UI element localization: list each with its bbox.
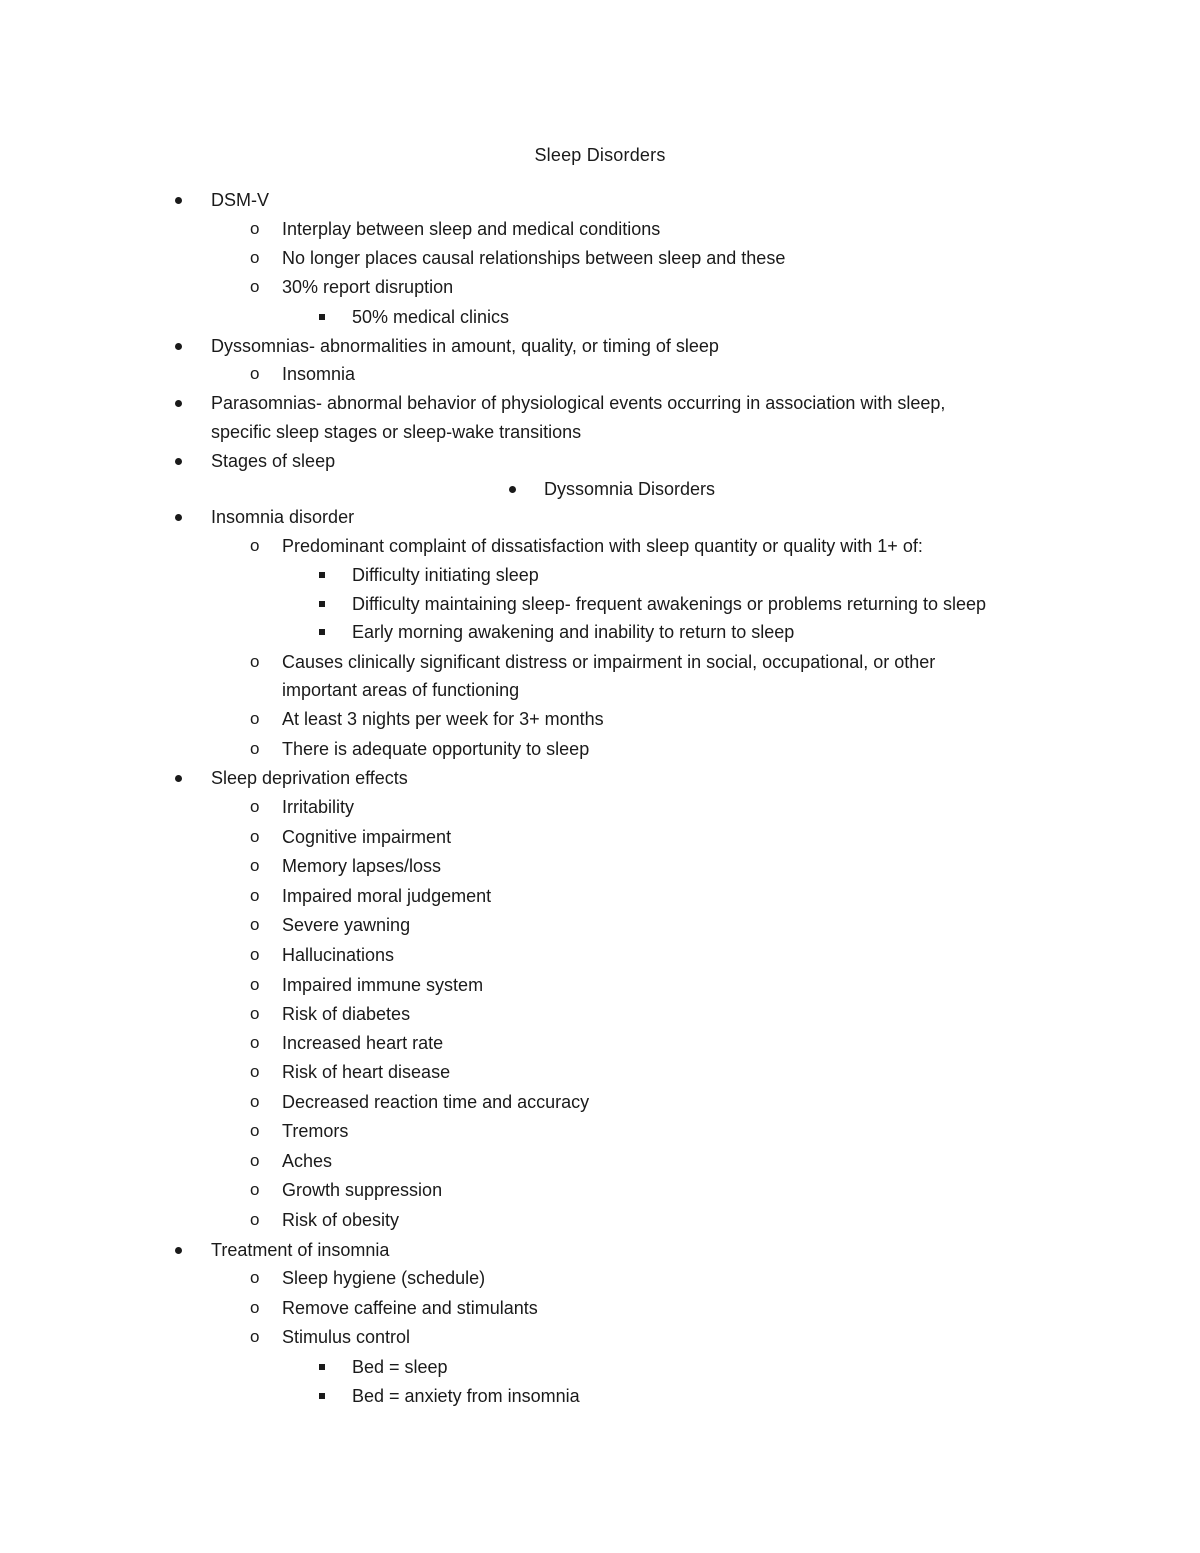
list-item: Aches	[282, 1151, 333, 1171]
hollow-bullet-icon: o	[250, 1121, 260, 1140]
square-bullet-icon	[319, 314, 325, 320]
hollow-bullet-icon: o	[250, 975, 260, 994]
square-bullet-icon	[319, 1364, 325, 1370]
page-title: Sleep Disorders	[534, 145, 666, 165]
hollow-bullet-icon: o	[250, 219, 260, 238]
square-bullet-icon	[319, 629, 325, 635]
list-item: Decreased reaction time and accuracy	[282, 1092, 590, 1112]
list-item: 30% report disruption	[282, 277, 454, 297]
list-item: 50% medical clinics	[352, 307, 510, 327]
list-item: DSM-V	[211, 190, 269, 210]
list-item: Insomnia	[282, 364, 356, 384]
list-item: Difficulty initiating sleep	[352, 565, 539, 585]
list-item: Tremors	[282, 1121, 349, 1141]
hollow-bullet-icon: o	[250, 364, 260, 383]
hollow-bullet-icon: o	[250, 739, 260, 758]
hollow-bullet-icon: o	[250, 1033, 260, 1052]
list-item: No longer places causal relationships between sleep and these	[282, 248, 786, 268]
list-item: Growth suppression	[282, 1180, 443, 1200]
list-item: Irritability	[282, 797, 355, 817]
bullet-icon	[175, 458, 182, 465]
hollow-bullet-icon: o	[250, 248, 260, 267]
list-item: At least 3 nights per week for 3+ months	[282, 709, 604, 729]
list-item: Bed = anxiety from insomnia	[352, 1386, 580, 1406]
list-item: specific sleep stages or sleep-wake transitions	[211, 422, 582, 442]
hollow-bullet-icon: o	[250, 1268, 260, 1287]
list-item: Insomnia disorder	[211, 507, 355, 527]
list-item: Treatment of insomnia	[211, 1240, 390, 1260]
bullet-icon	[509, 486, 516, 493]
list-item: Risk of diabetes	[282, 1004, 411, 1024]
list-item: Causes clinically significant distress or impairment in social, occupational, or other	[282, 652, 936, 672]
list-item: Bed = sleep	[352, 1357, 448, 1377]
list-item: Increased heart rate	[282, 1033, 444, 1053]
list-item: Severe yawning	[282, 915, 411, 935]
hollow-bullet-icon: o	[250, 1327, 260, 1346]
hollow-bullet-icon: o	[250, 1092, 260, 1111]
list-item: Predominant complaint of dissatisfaction with sleep quantity or quality with 1+ of:	[282, 536, 923, 556]
bullet-icon	[175, 400, 182, 407]
hollow-bullet-icon: o	[250, 277, 260, 296]
square-bullet-icon	[319, 572, 325, 578]
list-item: Early morning awakening and inability to return to sleep	[352, 622, 795, 642]
hollow-bullet-icon: o	[250, 797, 260, 816]
hollow-bullet-icon: o	[250, 1210, 260, 1229]
list-item: Impaired moral judgement	[282, 886, 492, 906]
hollow-bullet-icon: o	[250, 886, 260, 905]
hollow-bullet-icon: o	[250, 945, 260, 964]
hollow-bullet-icon: o	[250, 915, 260, 934]
list-item: Remove caffeine and stimulants	[282, 1298, 538, 1318]
list-item: Cognitive impairment	[282, 827, 452, 847]
bullet-icon	[175, 514, 182, 521]
hollow-bullet-icon: o	[250, 1004, 260, 1023]
list-item: Interplay between sleep and medical conditions	[282, 219, 661, 239]
hollow-bullet-icon: o	[250, 1298, 260, 1317]
hollow-bullet-icon: o	[250, 856, 260, 875]
list-item: Hallucinations	[282, 945, 395, 965]
list-item: Dyssomnias- abnormalities in amount, quality, or timing of sleep	[211, 336, 719, 356]
list-item: Risk of heart disease	[282, 1062, 451, 1082]
hollow-bullet-icon: o	[250, 652, 260, 671]
list-item: Difficulty maintaining sleep- frequent awakenings or problems returning to sleep	[352, 594, 987, 614]
hollow-bullet-icon: o	[250, 536, 260, 555]
bullet-icon	[175, 197, 182, 204]
list-item: Stimulus control	[282, 1327, 411, 1347]
bullet-icon	[175, 343, 182, 350]
list-item: Risk of obesity	[282, 1210, 400, 1230]
square-bullet-icon	[319, 1393, 325, 1399]
hollow-bullet-icon: o	[250, 1151, 260, 1170]
list-item: Impaired immune system	[282, 975, 484, 995]
list-item: Dyssomnia Disorders	[544, 479, 716, 499]
list-item: Parasomnias- abnormal behavior of physiological events occurring in association with sleep,	[211, 393, 946, 413]
list-item: Sleep deprivation effects	[211, 768, 408, 788]
list-item: There is adequate opportunity to sleep	[282, 739, 590, 759]
hollow-bullet-icon: o	[250, 827, 260, 846]
hollow-bullet-icon: o	[250, 709, 260, 728]
hollow-bullet-icon: o	[250, 1180, 260, 1199]
list-item: important areas of functioning	[282, 680, 520, 700]
hollow-bullet-icon: o	[250, 1062, 260, 1081]
square-bullet-icon	[319, 601, 325, 607]
list-item: Memory lapses/loss	[282, 856, 442, 876]
list-item: Sleep hygiene (schedule)	[282, 1268, 486, 1288]
list-item: Stages of sleep	[211, 451, 336, 471]
bullet-icon	[175, 775, 182, 782]
bullet-icon	[175, 1247, 182, 1254]
